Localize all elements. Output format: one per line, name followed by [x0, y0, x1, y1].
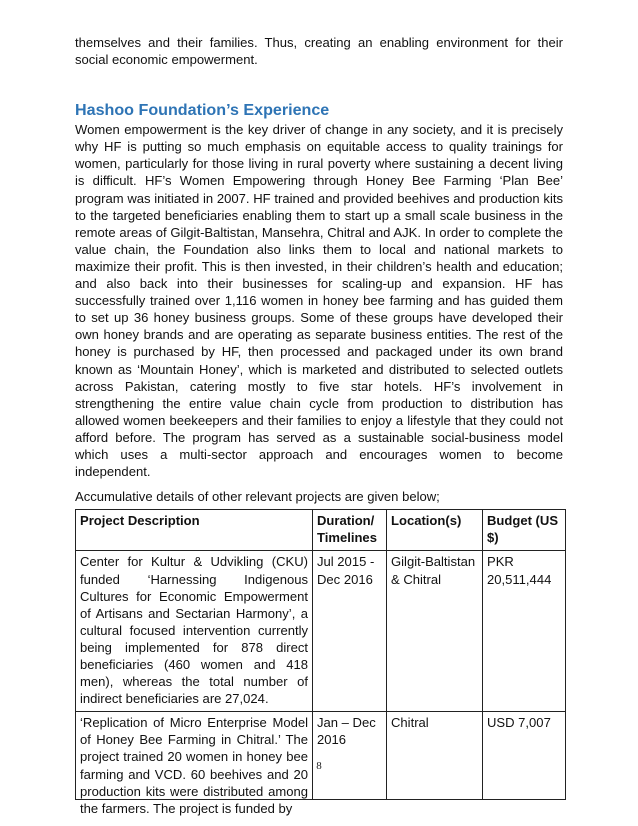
- section-heading: Hashoo Foundation’s Experience: [75, 101, 330, 120]
- table-row: [76, 712, 566, 800]
- document-page: [75, 34, 563, 816]
- paragraph-experience: Women empowerment is the key driver of change in any society, and it is precisely why HF is putting so much emphasis on equitable access to quality trainings for women, particularly for those living in rural poverty where sustaining a decent living is difficult. HF’s Women Empowering through Honey Bee Farming ‘Plan Bee’ program was initiated in 2007. HF trained and provided beehives and production kits to the targeted beneficiaries enabling them to start up a small scale business in the remote areas of Gilgit-Baltistan, Mansehra, Chitral and AJK. In order to complete the value chain, the Foundation also links them to local and national markets to maximize their profit. This is then invested, in their children’s health and education; and also back into their businesses for scaling-up and expansion. HF has successfully trained over 1,116 women in honey bee farming and has guided them to set up 36 honey business groups. Some of these groups have developed their own honey brands and are operating as separate business entities. The rest of the honey is purchased by HF, then processed and packaged under its own brand known as ‘Mountain Honey’, which is marketed and distributed to selected outlets across Pakistan, catering mostly to five star hotels. HF’s involvement in strengthening the entire value chain cycle from production to distribution has allowed women beekeepers and their families to enjoy a lifestyle that they could not afford before. The program has served as a sustainable social-business model which uses a multi-sector approach and encourages women to become independent.: [75, 122, 563, 480]
- cell-duration: Jul 2015 - Dec 2016: [313, 551, 387, 712]
- table-row: [76, 551, 566, 712]
- header-location: Location(s): [387, 510, 483, 551]
- projects-table: [75, 509, 566, 816]
- cell-description-container: [76, 712, 313, 816]
- page-number: 8: [316, 760, 322, 772]
- header-budget: Budget (US $): [483, 510, 566, 551]
- paragraph-continuation: themselves and their families. Thus, creating an enabling environment for their social economic empowerment.: [75, 35, 563, 68]
- header-duration: Duration/ Timelines: [313, 510, 387, 551]
- cell-location: Gilgit-Baltistan & Chitral: [387, 551, 483, 712]
- header-project-description: Project Description: [76, 510, 313, 551]
- cell-description: Center for Kultur & Udvikling (CKU) funded ‘Harnessing Indigenous Cultures for Economic Empowerment of Artisans and Sectarian Harmony’, a cultural focused intervention currently being implemented for 878 direct beneficiaries (460 women and 418 men), whereas the total number of indirect beneficiaries are 27,024.: [76, 551, 313, 712]
- cell-budget: PKR 20,511,444: [483, 551, 566, 712]
- table-intro: Accumulative details of other relevant projects are given below;: [75, 489, 440, 505]
- cell-location: Chitral: [387, 712, 483, 800]
- cell-budget: USD 7,007: [483, 712, 566, 800]
- cell-description: ‘Replication of Micro Enterprise Model of Honey Bee Farming in Chitral.’ The project trained 20 women in honey bee farming and VCD. 60 beehives and 20 production kits were distributed among the farmers. The project is funded by: [80, 715, 308, 816]
- table-header-row: [76, 510, 566, 551]
- cell-duration: Jan – Dec 2016: [313, 712, 387, 800]
